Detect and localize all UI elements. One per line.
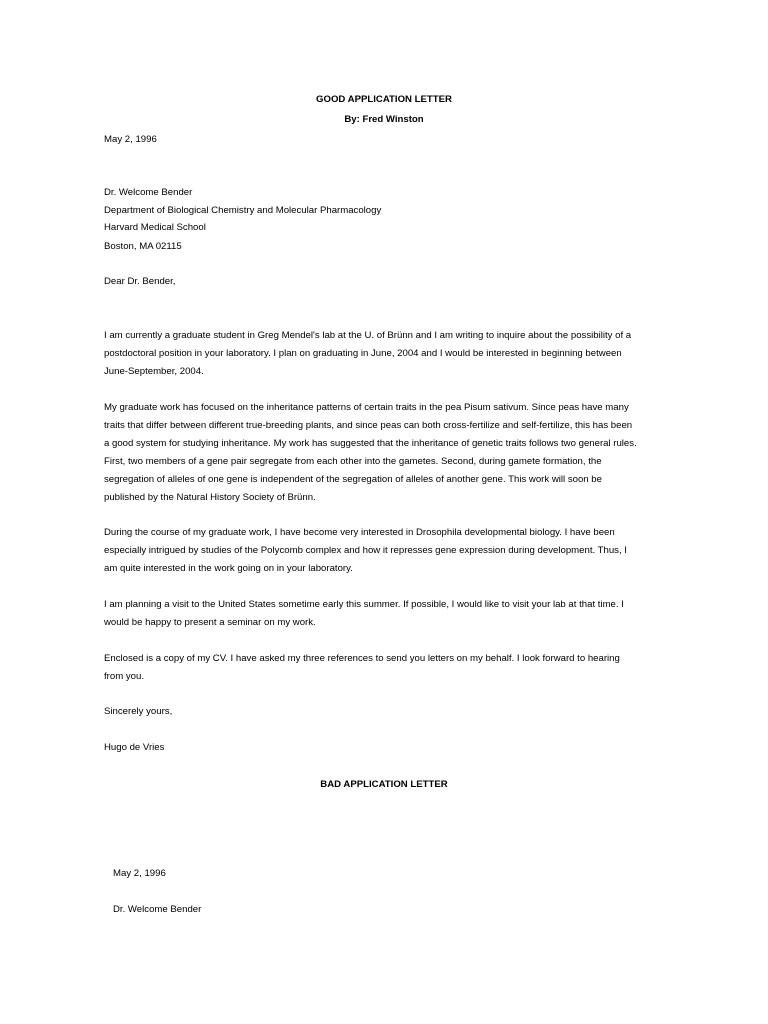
paragraph-line: from you. [104, 670, 144, 682]
paragraph-line: I am planning a visit to the United States sometime early this summer. If possible, I would like to visit your lab at that time. I [104, 599, 624, 610]
address-line: Boston, MA 02115 [104, 241, 182, 252]
body-paragraph [104, 327, 660, 381]
letter-date: May 2, 1996 [104, 134, 157, 145]
paragraph-line: would be happy to present a seminar on my work. [104, 616, 316, 628]
closing: Sincerely yours, [104, 706, 173, 717]
bad-letter-heading: BAD APPLICATION LETTER [320, 779, 448, 790]
paragraph-line: I am currently a graduate student in Greg Mendel's lab at the U. of Brünn and I am writing to inquire about the possibility of a [104, 330, 632, 341]
paragraph-line: First, two members of a gene pair segregate from each other into the gametes. Second, during gamete formation, the [104, 455, 602, 467]
address-line: Harvard Medical School [104, 222, 206, 233]
paragraph-line: postdoctoral position in your laboratory. I plan on graduating in June, 2004 and I would be interested in beginning between [104, 347, 622, 359]
bad-letter-date: May 2, 1996 [113, 868, 166, 879]
paragraph-line: published by the Natural History Society of Brünn. [104, 491, 316, 503]
address-line: Dr. Welcome Bender [104, 187, 193, 198]
bad-letter-recipient: Dr. Welcome Bender [113, 904, 202, 915]
paragraph-line: segregation of alleles of one gene is independent of the segregation of alleles of another gene. This work will soon be [104, 473, 602, 485]
good-letter-heading: GOOD APPLICATION LETTER [316, 94, 452, 105]
signature: Hugo de Vries [104, 742, 165, 753]
salutation: Dear Dr. Bender, [104, 276, 176, 287]
paragraph-line: a good system for studying inheritance. My work has suggested that the inheritance of genetic traits follows two general rules. [104, 437, 637, 449]
paragraph-line: Enclosed is a copy of my CV. I have asked my three references to send you letters on my behalf. I look forward to hearing [104, 653, 620, 664]
address-line: Department of Biological Chemistry and Molecular Pharmacology [104, 205, 382, 216]
paragraph-line: My graduate work has focused on the inheritance patterns of certain traits in the pea Pisum sativum. Since peas have many [104, 402, 629, 413]
body-paragraph [104, 596, 660, 632]
byline: By: Fred Winston [344, 114, 424, 125]
paragraph-line: During the course of my graduate work, I have become very interested in Drosophila developmental biology. I have been [104, 527, 615, 538]
body-paragraph [104, 524, 660, 578]
paragraph-line: am quite interested in the work going on in your laboratory. [104, 562, 353, 574]
paragraph-line: June-September, 2004. [104, 365, 204, 377]
body-paragraph [104, 650, 660, 686]
body-paragraph [104, 399, 660, 506]
paragraph-line: traits that differ between different true-breeding plants, and since peas can both cross-fertilize and self-fertilize, this has been [104, 419, 633, 431]
paragraph-line: especially intrigued by studies of the Polycomb complex and how it represses gene expression during development. Thus, I [104, 544, 627, 556]
